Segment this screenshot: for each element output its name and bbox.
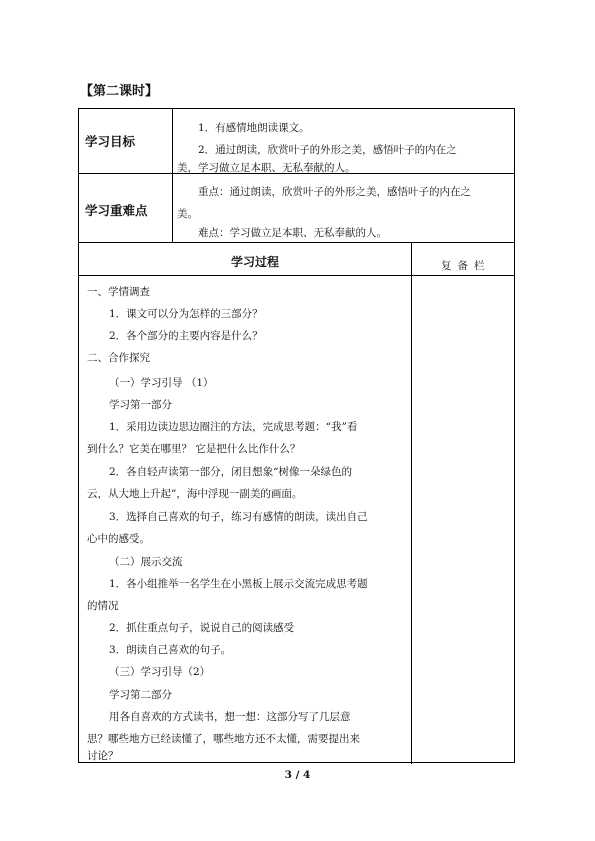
key-points-label: 学习重难点 bbox=[85, 203, 148, 218]
process-line: 1．课文可以分为怎样的三部分？ bbox=[109, 308, 263, 320]
row-divider bbox=[79, 242, 514, 243]
process-line: 2．各个部分的主要内容是什么？ bbox=[109, 330, 263, 342]
process-header: 学习过程 bbox=[231, 255, 280, 269]
objectives-line-1: 1．有感情地朗读课文。 bbox=[198, 122, 310, 134]
process-line: 2．抓住重点句子，说说自己的阅读感受 bbox=[109, 622, 295, 634]
process-line: （二）展示交流 bbox=[109, 556, 183, 568]
lesson-table bbox=[78, 108, 515, 763]
col-divider bbox=[411, 242, 412, 764]
process-line: 1．采用边读边思边圈注的方法，完成思考题：“我”看 bbox=[109, 421, 358, 433]
process-line: 讨论？ bbox=[87, 750, 119, 762]
process-line: 2．各自轻声读第一部分，闭目想象“树像一朵绿色的 bbox=[109, 466, 353, 478]
process-line: 用各自喜欢的方式读书，想一想：这部分写了几层意 bbox=[109, 711, 351, 723]
process-line: 二、合作探究 bbox=[87, 352, 150, 364]
process-line: （三）学习引导（2） bbox=[109, 666, 211, 678]
section-title: 【第二课时】 bbox=[80, 84, 159, 99]
review-column-header: 复备栏 bbox=[441, 260, 491, 272]
objectives-line-3: 美，学习做立足本职、无私奉献的人。 bbox=[177, 162, 356, 174]
key-points-line-2: 美。 bbox=[177, 208, 198, 220]
process-line: 3．朗读自己喜欢的句子。 bbox=[109, 644, 232, 656]
objectives-line-2: 2．通过朗读，欣赏叶子的外形之美，感悟叶子的内在之 bbox=[198, 144, 457, 156]
objectives-label: 学习目标 bbox=[85, 134, 136, 149]
process-line: 到什么？它美在哪里？ 它是把什么比作什么？ bbox=[87, 443, 301, 455]
process-line: 学习第一部分 bbox=[109, 399, 172, 411]
key-points-line-3: 难点：学习做立足本职、无私奉献的人。 bbox=[198, 227, 387, 239]
process-line: 的情况 bbox=[87, 600, 119, 612]
row-divider bbox=[79, 275, 514, 276]
process-line: 1．各小组推举一名学生在小黑板上展示交流完成思考题 bbox=[109, 578, 368, 590]
process-line: 学习第二部分 bbox=[109, 689, 172, 701]
process-line: 思？哪些地方已经读懂了，哪些地方还不太懂，需要提出来 bbox=[87, 733, 360, 745]
page-number: 3 / 4 bbox=[284, 769, 311, 781]
process-line: 一、学情调查 bbox=[87, 286, 150, 298]
process-line: （一）学习引导 （1） bbox=[109, 377, 214, 389]
key-points-line-1: 重点：通过朗读，欣赏叶子的外形之美，感悟叶子的内在之 bbox=[198, 186, 471, 198]
col-divider bbox=[172, 109, 173, 242]
process-line: 3．选择自己喜欢的句子，练习有感情的朗读，读出自己 bbox=[109, 511, 368, 523]
process-line: 云，从大地上升起”，海中浮现一副美的画面。 bbox=[87, 488, 303, 500]
process-line: 心中的感受。 bbox=[87, 533, 150, 545]
